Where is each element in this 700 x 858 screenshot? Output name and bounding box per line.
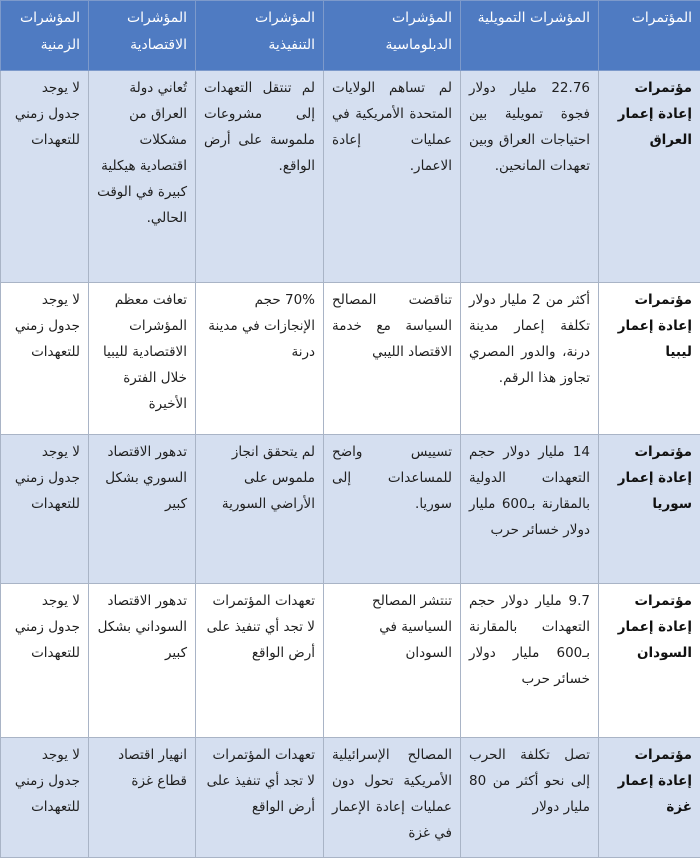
header-conferences: المؤتمرات [599,1,700,71]
row-gaza-diplomatic: المصالح الإسرائيلية الأمريكية تحول دون عمليات إعادة الإعمار في غزة [324,738,461,858]
row-libya [1,283,700,435]
header-diplomatic-indicators: المؤشرات الدبلوماسية [324,1,461,71]
row-gaza-executive: تعهدات المؤتمرات لا تجد أي تنفيذ على أرض الواقع [196,738,324,858]
row-iraq-financing: 22.76 مليار دولار فجوة تمويلية بين احتياجات العراق وبين تعهدات المانحين. [461,71,599,283]
row-iraq [1,71,700,283]
row-libya-diplomatic: تناقضت المصالح السياسة مع خدمة الاقتصاد الليبي [324,283,461,435]
row-sudan-diplomatic: تنتشر المصالح السياسية في السودان [324,584,461,738]
row-gaza-conference: مؤتمرات إعادة إعمار غزة [599,738,700,858]
row-sudan-conference: مؤتمرات إعادة إعمار السودان [599,584,700,738]
row-syria-economic: تدهور الاقتصاد السوري بشكل كبير [89,435,196,584]
row-syria [1,435,700,584]
row-syria-executive: لم يتحقق انجاز ملموس على الأراضي السورية [196,435,324,584]
header-executive-indicators: المؤشرات التنفيذية [196,1,324,71]
row-syria-conference: مؤتمرات إعادة إعمار سوريا [599,435,700,584]
row-syria-financing: 14 مليار دولار حجم التعهدات الدولية بالمقارنة بـ600 مليار دولار خسائر حرب [461,435,599,584]
row-libya-economic: تعافت معظم المؤشرات الاقتصادية لليبيا خلال الفترة الأخيرة [89,283,196,435]
row-gaza [1,738,700,858]
row-syria-temporal: لا يوجد جدول زمني للتعهدات [1,435,89,584]
row-iraq-diplomatic: لم تساهم الولايات المتحدة الأمريكية في عمليات إعادة الاعمار. [324,71,461,283]
header-temporal-indicators: المؤشرات الزمنية [1,1,89,71]
row-sudan [1,584,700,738]
row-libya-conference: مؤتمرات إعادة إعمار ليبيا [599,283,700,435]
row-gaza-economic: انهيار اقتصاد قطاع غزة [89,738,196,858]
row-iraq-executive: لم تنتقل التعهدات إلى مشروعات ملموسة على أرض الواقع. [196,71,324,283]
row-libya-temporal: لا يوجد جدول زمني للتعهدات [1,283,89,435]
row-sudan-temporal: لا يوجد جدول زمني للتعهدات [1,584,89,738]
row-iraq-temporal: لا يوجد جدول زمني للتعهدات [1,71,89,283]
header-row [1,1,700,71]
row-libya-financing: أكثر من 2 مليار دولار تكلفة إعمار مدينة درنة، والدور المصري تجاوز هذا الرقم. [461,283,599,435]
row-gaza-temporal: لا يوجد جدول زمني للتعهدات [1,738,89,858]
row-sudan-financing: 9.7 مليار دولار حجم التعهدات بالمقارنة بـ600 مليار دولار خسائر حرب [461,584,599,738]
header-financing-indicators: المؤشرات التمويلية [461,1,599,71]
row-sudan-executive: تعهدات المؤتمرات لا تجد أي تنفيذ على أرض الواقع [196,584,324,738]
row-iraq-economic: تُعاني دولة العراق من مشكلات اقتصادية هيكلية كبيرة في الوقت الحالي. [89,71,196,283]
header-economic-indicators: المؤشرات الاقتصادية [89,1,196,71]
row-gaza-financing: تصل تكلفة الحرب إلى نحو أكثر من 80 مليار دولار [461,738,599,858]
row-syria-diplomatic: تسييس واضح للمساعدات إلى سوريا. [324,435,461,584]
row-libya-executive: 70% حجم الإنجازات في مدينة درنة [196,283,324,435]
row-sudan-economic: تدهور الاقتصاد السوداني بشكل كبير [89,584,196,738]
row-iraq-conference: مؤتمرات إعادة إعمار العراق [599,71,700,283]
